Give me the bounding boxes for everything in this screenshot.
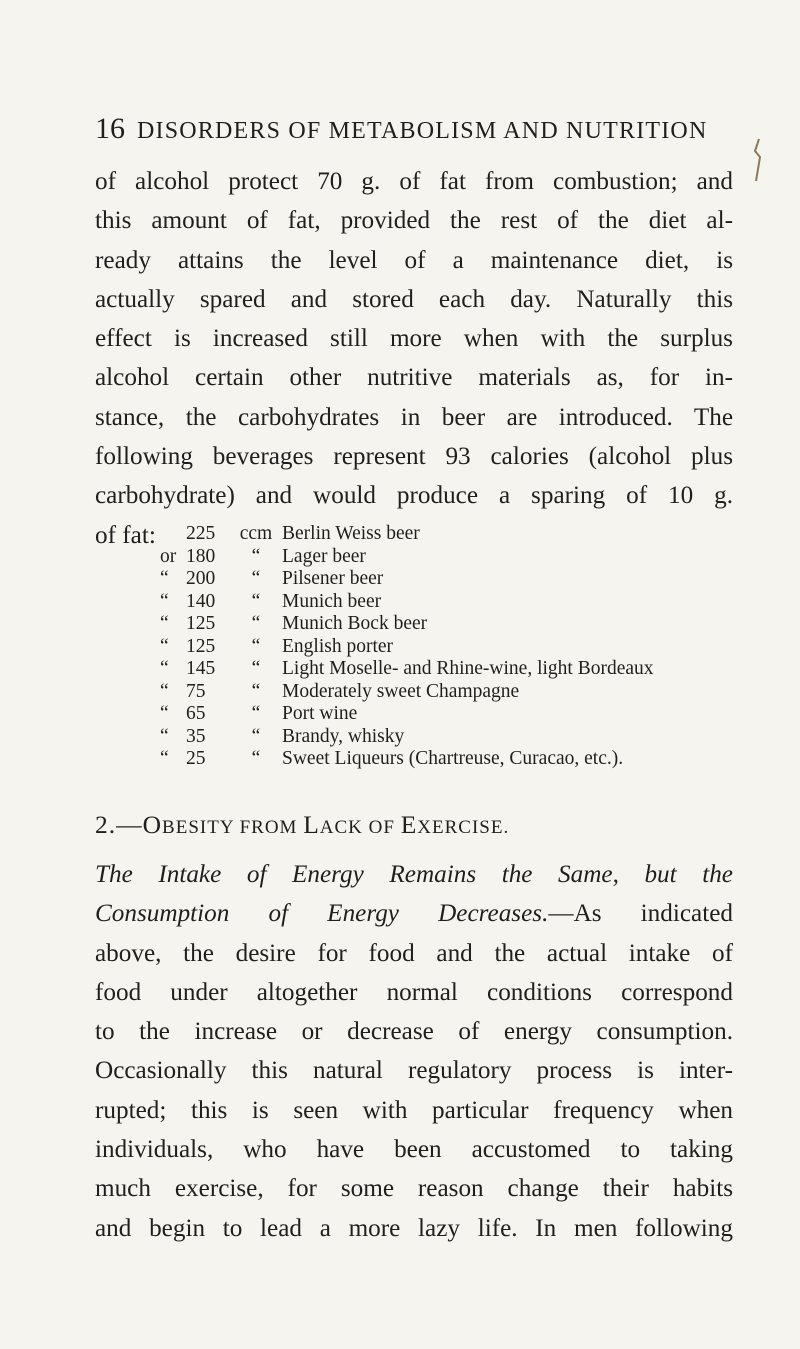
unit: “: [251, 568, 261, 589]
unit: “: [251, 590, 261, 612]
text-line: effect is increased still more when with the surplus: [95, 325, 733, 353]
running-header: [95, 112, 735, 146]
beverage-row: [160, 748, 654, 771]
beverage-table: [160, 523, 654, 771]
page-number: 16: [95, 112, 125, 145]
beverage-row: [160, 658, 654, 681]
unit: “: [251, 658, 261, 679]
ditto-prefix: “: [160, 568, 169, 589]
unit: “: [251, 748, 261, 769]
text-line: Occasionally this natural regulatory process is inter-: [95, 1057, 733, 1085]
beverage-row: [160, 681, 654, 704]
beverage-name: Port wine: [282, 703, 358, 724]
amount: 145: [186, 658, 216, 679]
beverage-name: Sweet Liqueurs (Chartreuse, Curacao, etc.).: [282, 748, 624, 769]
beverage-name: Munich Bock beer: [282, 613, 428, 634]
unit: “: [251, 613, 261, 634]
heading-smallcaps: FROM: [233, 817, 304, 838]
heading-capital: L: [303, 810, 320, 839]
text-line: following beverages represent 93 calories (alcohol plus: [95, 443, 733, 471]
text-line: ready attains the level of a maintenance diet, is: [95, 246, 733, 274]
beverage-name: Pilsener beer: [282, 568, 384, 589]
unit: “: [251, 703, 261, 724]
amount: 140: [186, 590, 216, 612]
heading-smallcaps: ACK: [319, 817, 363, 838]
unit: “: [251, 545, 261, 567]
ditto-prefix: “: [160, 725, 169, 747]
beverage-name: Lager beer: [282, 545, 366, 567]
beverage-row: [160, 546, 654, 569]
amount: 180: [186, 545, 216, 567]
unit: “: [251, 635, 261, 657]
ditto-prefix: “: [160, 635, 169, 657]
amount: 200: [186, 568, 216, 589]
paragraph-alcohol-fat: [95, 162, 733, 555]
ditto-prefix: “: [160, 680, 169, 702]
amount: 35: [186, 725, 206, 747]
heading-smallcaps: OF: [362, 817, 401, 838]
heading-capital: E: [400, 810, 418, 839]
unit: “: [251, 680, 261, 702]
ditto-prefix: “: [160, 748, 169, 769]
heading-smallcaps: XERCISE.: [417, 817, 510, 838]
text-line: stance, the carbohydrates in beer are introduced. The: [95, 403, 733, 431]
unit: “: [251, 725, 261, 747]
amount: 25: [186, 748, 206, 769]
beverage-name: Moderately sweet Champagne: [282, 680, 520, 702]
text-line: above, the desire for food and the actual intake of: [95, 939, 733, 967]
amount: 125: [186, 635, 216, 657]
beverage-row: [160, 703, 654, 726]
beverage-name: Munich beer: [282, 590, 382, 612]
text-line: rupted; this is seen with particular frequency when: [95, 1096, 733, 1124]
amount: 225: [186, 523, 216, 544]
text-line: this amount of fat, provided the rest of the diet al-: [95, 207, 733, 235]
italic-subheading-line: The Intake of Energy Remains the Same, but the: [95, 861, 733, 888]
text-line: of fat:: [95, 521, 156, 549]
text-line: individuals, who have been accustomed to taking: [95, 1136, 733, 1164]
text-line: carbohydrate) and would produce a sparing of 10 g.: [95, 482, 733, 510]
ditto-prefix: “: [160, 613, 169, 634]
amount: 75: [186, 680, 206, 702]
beverage-name: English porter: [282, 635, 394, 657]
beverage-row: [160, 523, 654, 546]
amount: 125: [186, 613, 216, 634]
beverage-row: [160, 613, 654, 636]
beverage-name: Light Moselle- and Rhine-wine, light Bordeaux: [282, 658, 654, 679]
beverage-row: [160, 568, 654, 591]
text-line: much exercise, for some reason change their habits: [95, 1175, 733, 1203]
text-line: and begin to lead a more lazy life. In men following: [95, 1214, 733, 1242]
text-fragment: —As indicated: [548, 900, 733, 928]
ditto-prefix: “: [160, 590, 169, 612]
beverage-row: [160, 726, 654, 749]
unit: ccm: [239, 523, 273, 544]
heading-smallcaps: BESITY: [162, 817, 234, 838]
text-line: alcohol certain other nutritive materials as, for in-: [95, 364, 733, 392]
ditto-prefix: “: [160, 703, 169, 724]
heading-capital: O: [142, 810, 163, 839]
beverage-row: [160, 591, 654, 614]
section-number: 2.—: [95, 810, 143, 839]
beverage-name: Berlin Weiss beer: [282, 523, 420, 544]
text-line: [95, 894, 733, 933]
ditto-prefix: or: [160, 545, 177, 567]
italic-subheading-end: Consumption of Energy Decreases.: [95, 900, 549, 928]
text-line: of alcohol protect 70 g. of fat from combustion; and: [95, 168, 733, 195]
text-line: actually spared and stored each day. Naturally this: [95, 285, 733, 313]
ditto-prefix: “: [160, 658, 169, 679]
running-title: DISORDERS OF METABOLISM AND NUTRITION: [137, 118, 708, 144]
amount: 65: [186, 703, 206, 724]
section-heading: [95, 810, 509, 840]
paragraph-lack-of-exercise: [95, 855, 733, 1248]
text-line: food under altogether normal conditions correspond: [95, 978, 733, 1006]
beverage-name: Brandy, whisky: [282, 725, 405, 747]
beverage-row: [160, 636, 654, 659]
margin-pencil-mark: [752, 137, 764, 183]
text-line: to the increase or decrease of energy consumption.: [95, 1018, 733, 1046]
